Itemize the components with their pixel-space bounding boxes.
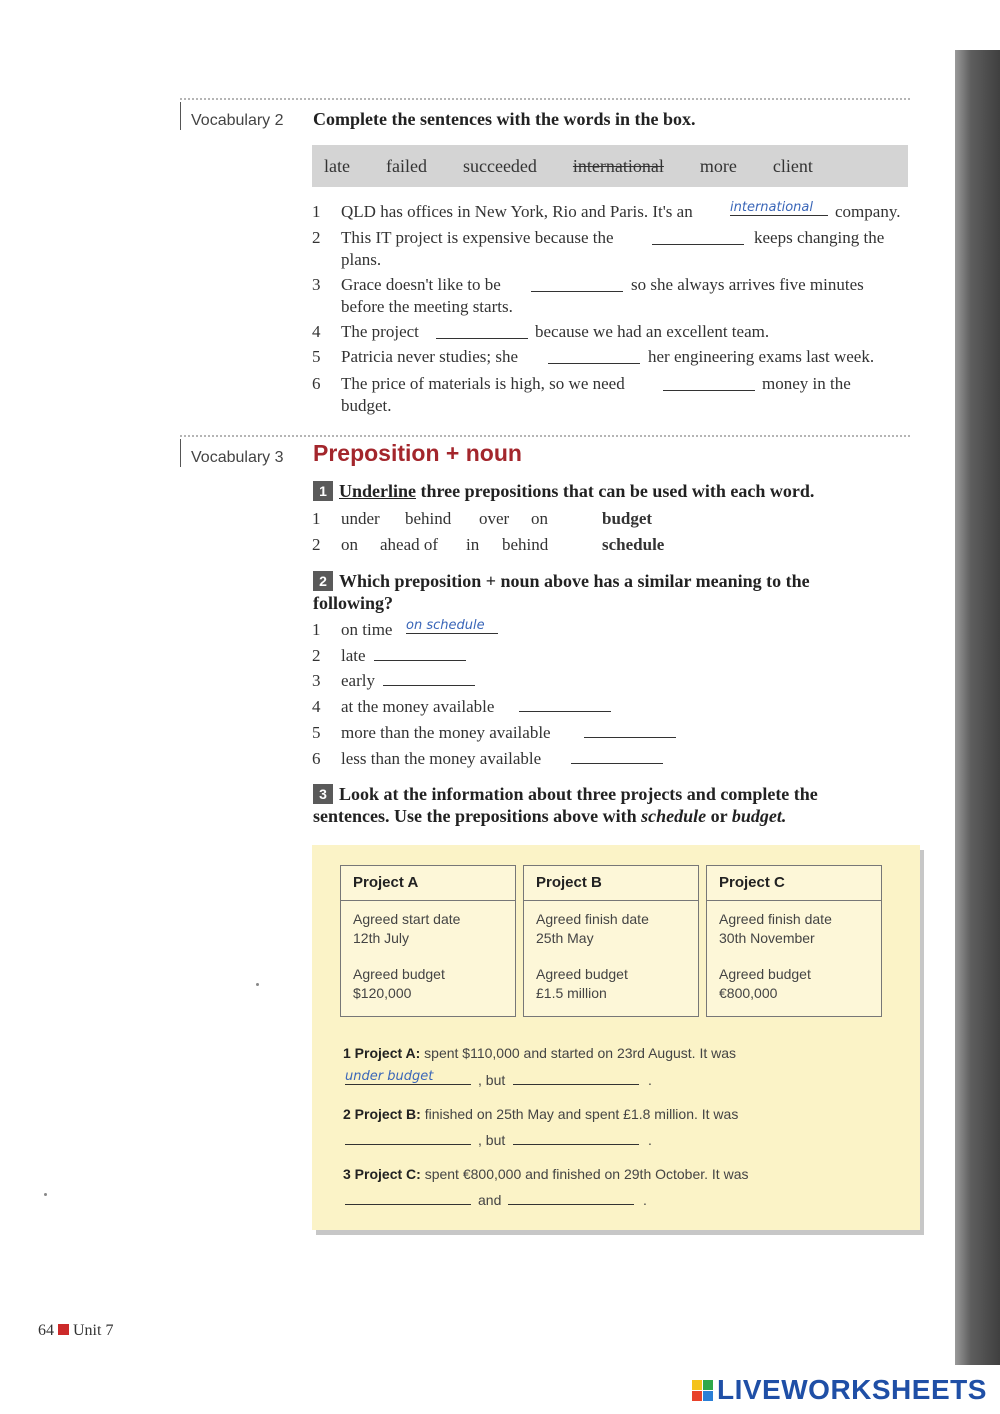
answer-field-s6[interactable] (663, 376, 755, 391)
page-binding-shadow (955, 50, 1000, 1365)
logo-grid-icon (692, 1380, 713, 1401)
word-failed: failed (385, 155, 427, 176)
answer-field-p3b[interactable] (508, 1192, 634, 1205)
word-international-used: international (572, 155, 664, 176)
liveworksheets-logo (692, 1374, 987, 1406)
project-b-title: Project B (524, 866, 698, 901)
answer-field-ex2-3[interactable] (383, 671, 475, 686)
ex1-badge: 1 (313, 481, 333, 501)
section-divider (180, 435, 910, 437)
answer-field-p3a[interactable] (345, 1192, 471, 1205)
vocab3-heading: Preposition + noun (313, 440, 522, 466)
ex2-instruction: 2 Which preposition + noun above has a similar meaning to the following? (313, 571, 810, 613)
answer-field-p1a[interactable]: under budget (345, 1069, 471, 1085)
project-c-card: Project C Agreed finish date 30th November Agreed budget €800,000 (706, 865, 882, 1017)
unit-label: Unit 7 (73, 1322, 114, 1339)
prep-option[interactable]: ahead of (380, 535, 439, 554)
prep-option[interactable]: behind (405, 509, 452, 528)
project-sentence-3: 3 Project C: spent €800,000 and finished on 29th October. It was (343, 1166, 749, 1182)
answer-field-s4[interactable] (436, 324, 528, 339)
ex2-badge: 2 (313, 571, 333, 591)
prep-option[interactable]: on (341, 535, 358, 554)
answer-field-p2b[interactable] (513, 1132, 639, 1145)
projects-panel: Project A Agreed start date 12th July Agreed budget $120,000 Project B Agreed finish date 25th May Agreed budget £1.5 million Project C Agreed finish date 30th November Agreed budget €800,000 1 Project A: spent $110,000 and started on 23rd August. It was under budget , but . 2 Project B: finished on 25th May and spent £1.8 million. It was , but . 3 Project C: spent €800,000 and finished on 29th October. It was and . (312, 845, 920, 1230)
logo-cell (703, 1380, 713, 1390)
answer-field-s1[interactable]: international (730, 200, 828, 216)
ex3-instruction: 3 Look at the information about three projects and complete the sentences. Use the prepositions above with schedule or budget. (313, 784, 818, 826)
project-a-card: Project A Agreed start date 12th July Agreed budget $120,000 (340, 865, 516, 1017)
answer-field-ex2-4[interactable] (519, 697, 611, 712)
prep-option[interactable]: in (466, 535, 480, 554)
section-marker (180, 102, 181, 130)
answer-field-s5[interactable] (548, 349, 640, 364)
vocab2-instruction: Complete the sentences with the words in the box. (313, 109, 696, 129)
section-marker (180, 439, 181, 467)
project-a-title: Project A (341, 866, 515, 901)
page-number: 64 (38, 1322, 54, 1339)
answer-field-p2a[interactable] (345, 1132, 471, 1145)
word-succeeded: succeeded (462, 155, 537, 176)
word-client: client (772, 155, 813, 176)
word-late: late (324, 155, 350, 176)
answer-field-s3[interactable] (531, 277, 623, 292)
logo-cell (692, 1391, 702, 1401)
prep-option[interactable]: over (479, 509, 510, 528)
speck (44, 1193, 47, 1196)
answer-field-p1b[interactable] (513, 1072, 639, 1085)
prep-option[interactable]: behind (502, 535, 549, 554)
answer-field-ex2-2[interactable] (374, 646, 466, 661)
prep-option[interactable]: under (341, 509, 380, 528)
section-divider (180, 98, 910, 100)
ex1-row-schedule: 2 on ahead of in behind schedule (312, 535, 665, 554)
vocab3-label: Vocabulary 3 (191, 449, 284, 466)
project-sentence-1: 1 Project A: spent $110,000 and started on 23rd August. It was (343, 1045, 737, 1061)
ex3-badge: 3 (313, 784, 333, 804)
page-footer (38, 1322, 113, 1340)
answer-field-s2[interactable] (652, 230, 744, 245)
prep-option[interactable]: on (531, 509, 548, 528)
word-box (312, 145, 908, 187)
logo-cell (703, 1391, 713, 1401)
ex1-instruction: 1 Underline three prepositions that can be used with each word. (313, 481, 814, 502)
vocab2-label: Vocabulary 2 (191, 112, 284, 129)
project-sentence-2: 2 Project B: finished on 25th May and spent £1.8 million. It was (343, 1106, 739, 1122)
project-b-card: Project B Agreed finish date 25th May Agreed budget £1.5 million (523, 865, 699, 1017)
logo-cell (692, 1380, 702, 1390)
answer-field-ex2-5[interactable] (584, 723, 676, 738)
ex1-row-budget: 1 under behind over on budget (312, 509, 653, 528)
logo-text: LIVEWORKSHEETS (717, 1374, 987, 1405)
speck (256, 983, 259, 986)
answer-field-ex2-1[interactable]: on schedule (406, 618, 498, 634)
word-more: more (699, 155, 737, 176)
answer-field-ex2-6[interactable] (571, 749, 663, 764)
footer-square-icon (58, 1324, 69, 1335)
project-c-title: Project C (707, 866, 881, 901)
